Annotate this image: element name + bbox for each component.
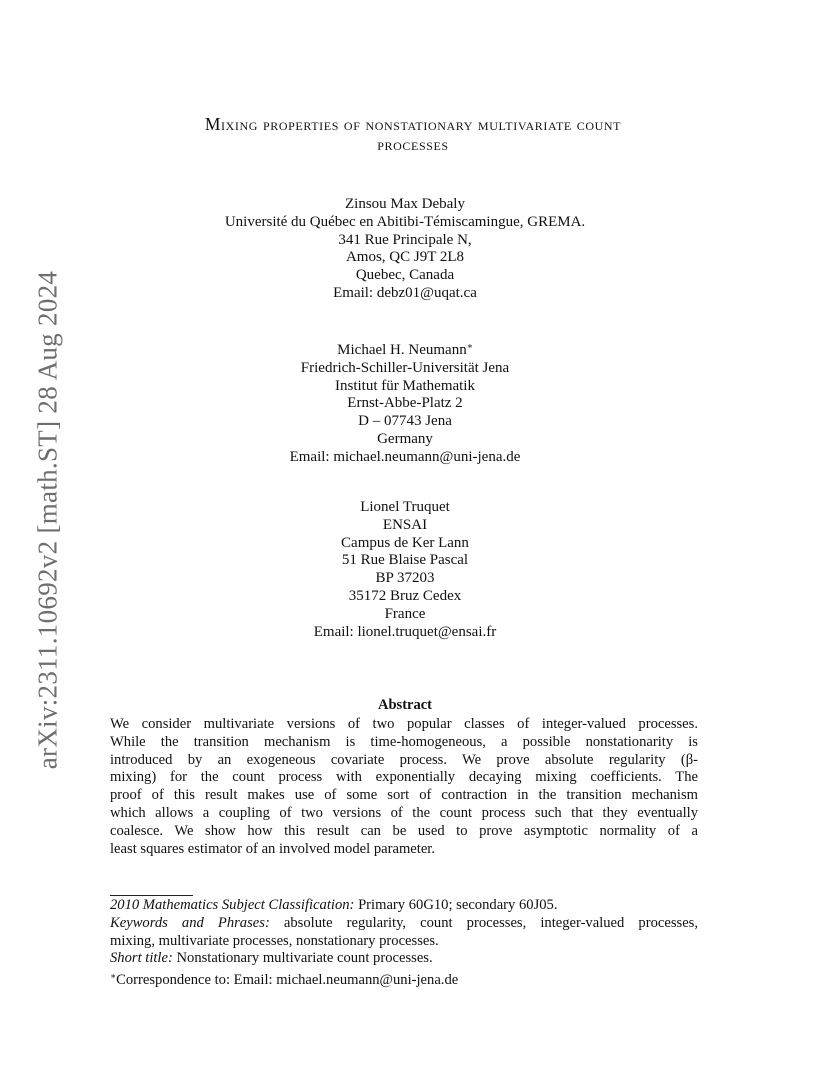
author-name: Michael H. Neumann <box>337 342 467 358</box>
author-name: Lionel Truquet <box>360 499 450 515</box>
footnote-rule <box>110 895 193 896</box>
abstract-line: which allows a coupling of two versions of the count process such that they eventually <box>110 804 698 821</box>
author-email: Email: debz01@uqat.ca <box>333 284 477 301</box>
msc-text: Primary 60G10; secondary 60J05. <box>354 897 558 913</box>
affiliation-line: Institut für Mathematik <box>335 377 475 394</box>
title-line-1: Mixing properties of nonstationary multivariate count <box>204 114 622 134</box>
address-line: 341 Rue Principale N, <box>338 231 472 248</box>
short-title-label: Short title: <box>110 950 173 967</box>
address-line: 51 Rue Blaise Pascal <box>341 552 469 569</box>
correspondence-footnote <box>110 968 698 990</box>
author-block-debaly <box>110 196 700 303</box>
author-block-truquet <box>110 499 700 641</box>
address-line: BP 37203 <box>375 570 435 587</box>
affiliation-line: Friedrich-Schiller-Universität Jena <box>300 359 510 376</box>
short-title-text: Nonstationary multivariate count processes. <box>172 950 433 967</box>
address-line: 35172 Bruz Cedex <box>348 587 462 604</box>
abstract-line: coalesce. We show how this result can be used to prove asymptotic normality of a <box>110 822 698 839</box>
abstract-heading: Abstract <box>378 697 432 713</box>
paper-title <box>110 114 716 154</box>
abstract-line: introduced by an exogeneous covariate process. We prove absolute regularity (β- <box>110 751 698 768</box>
keywords-label: Keywords and Phrases: <box>110 914 270 931</box>
address-line: Germany <box>377 430 433 447</box>
author-name: Zinsou Max Debaly <box>345 196 465 212</box>
abstract-line: least squares estimator of an involved model parameter. <box>110 840 436 857</box>
author-block-neumann <box>110 338 700 467</box>
arxiv-identifier-stamp: arXiv:2311.10692v2 [math.ST] 28 Aug 2024 <box>32 270 63 770</box>
author-name-line <box>110 338 700 360</box>
short-title-footnote <box>110 950 698 968</box>
address-line: Ernst-Abbe-Platz 2 <box>347 395 463 412</box>
correspondence-text: Correspondence to: Email: michael.neumann@uni-jena.de <box>116 972 459 989</box>
correspondence-marker: ∗ <box>110 971 117 982</box>
affiliation-line: ENSAI <box>382 516 428 533</box>
footnotes <box>110 897 698 990</box>
address-line: France <box>384 605 426 622</box>
address-line: Amos, QC J9T 2L8 <box>345 249 465 266</box>
msc-footnote <box>110 897 698 915</box>
keywords-continuation: mixing, multivariate processes, nonstationary processes. <box>110 932 439 949</box>
abstract-line: While the transition mechanism is time-homogeneous, a possible nonstationarity is <box>110 733 698 750</box>
address-line: D – 07743 Jena <box>358 413 452 430</box>
title-line-2: processes <box>377 134 449 154</box>
abstract-line: mixing) for the count process with exponentially decaying mixing coefficients. The <box>110 769 698 786</box>
author-email: Email: lionel.truquet@ensai.fr <box>313 623 497 640</box>
msc-label: 2010 Mathematics Subject Classification: <box>110 897 355 913</box>
keywords-text: absolute regularity, count processes, integer-valued processes, <box>269 914 699 931</box>
abstract-line: We consider multivariate versions of two popular classes of integer-valued processes. <box>110 716 698 732</box>
affiliation-line: Université du Québec en Abitibi-Témiscamingue, GREMA. <box>224 213 586 230</box>
address-line: Campus de Ker Lann <box>341 534 469 551</box>
correspondence-marker: ∗ <box>466 341 473 351</box>
address-line: Quebec, Canada <box>355 267 455 284</box>
abstract-line: proof of this result makes use of some sort of contraction in the transition mechanism <box>110 787 698 804</box>
keywords-footnote <box>110 915 698 933</box>
abstract-body <box>110 716 698 858</box>
author-email: Email: michael.neumann@uni-jena.de <box>289 448 521 465</box>
